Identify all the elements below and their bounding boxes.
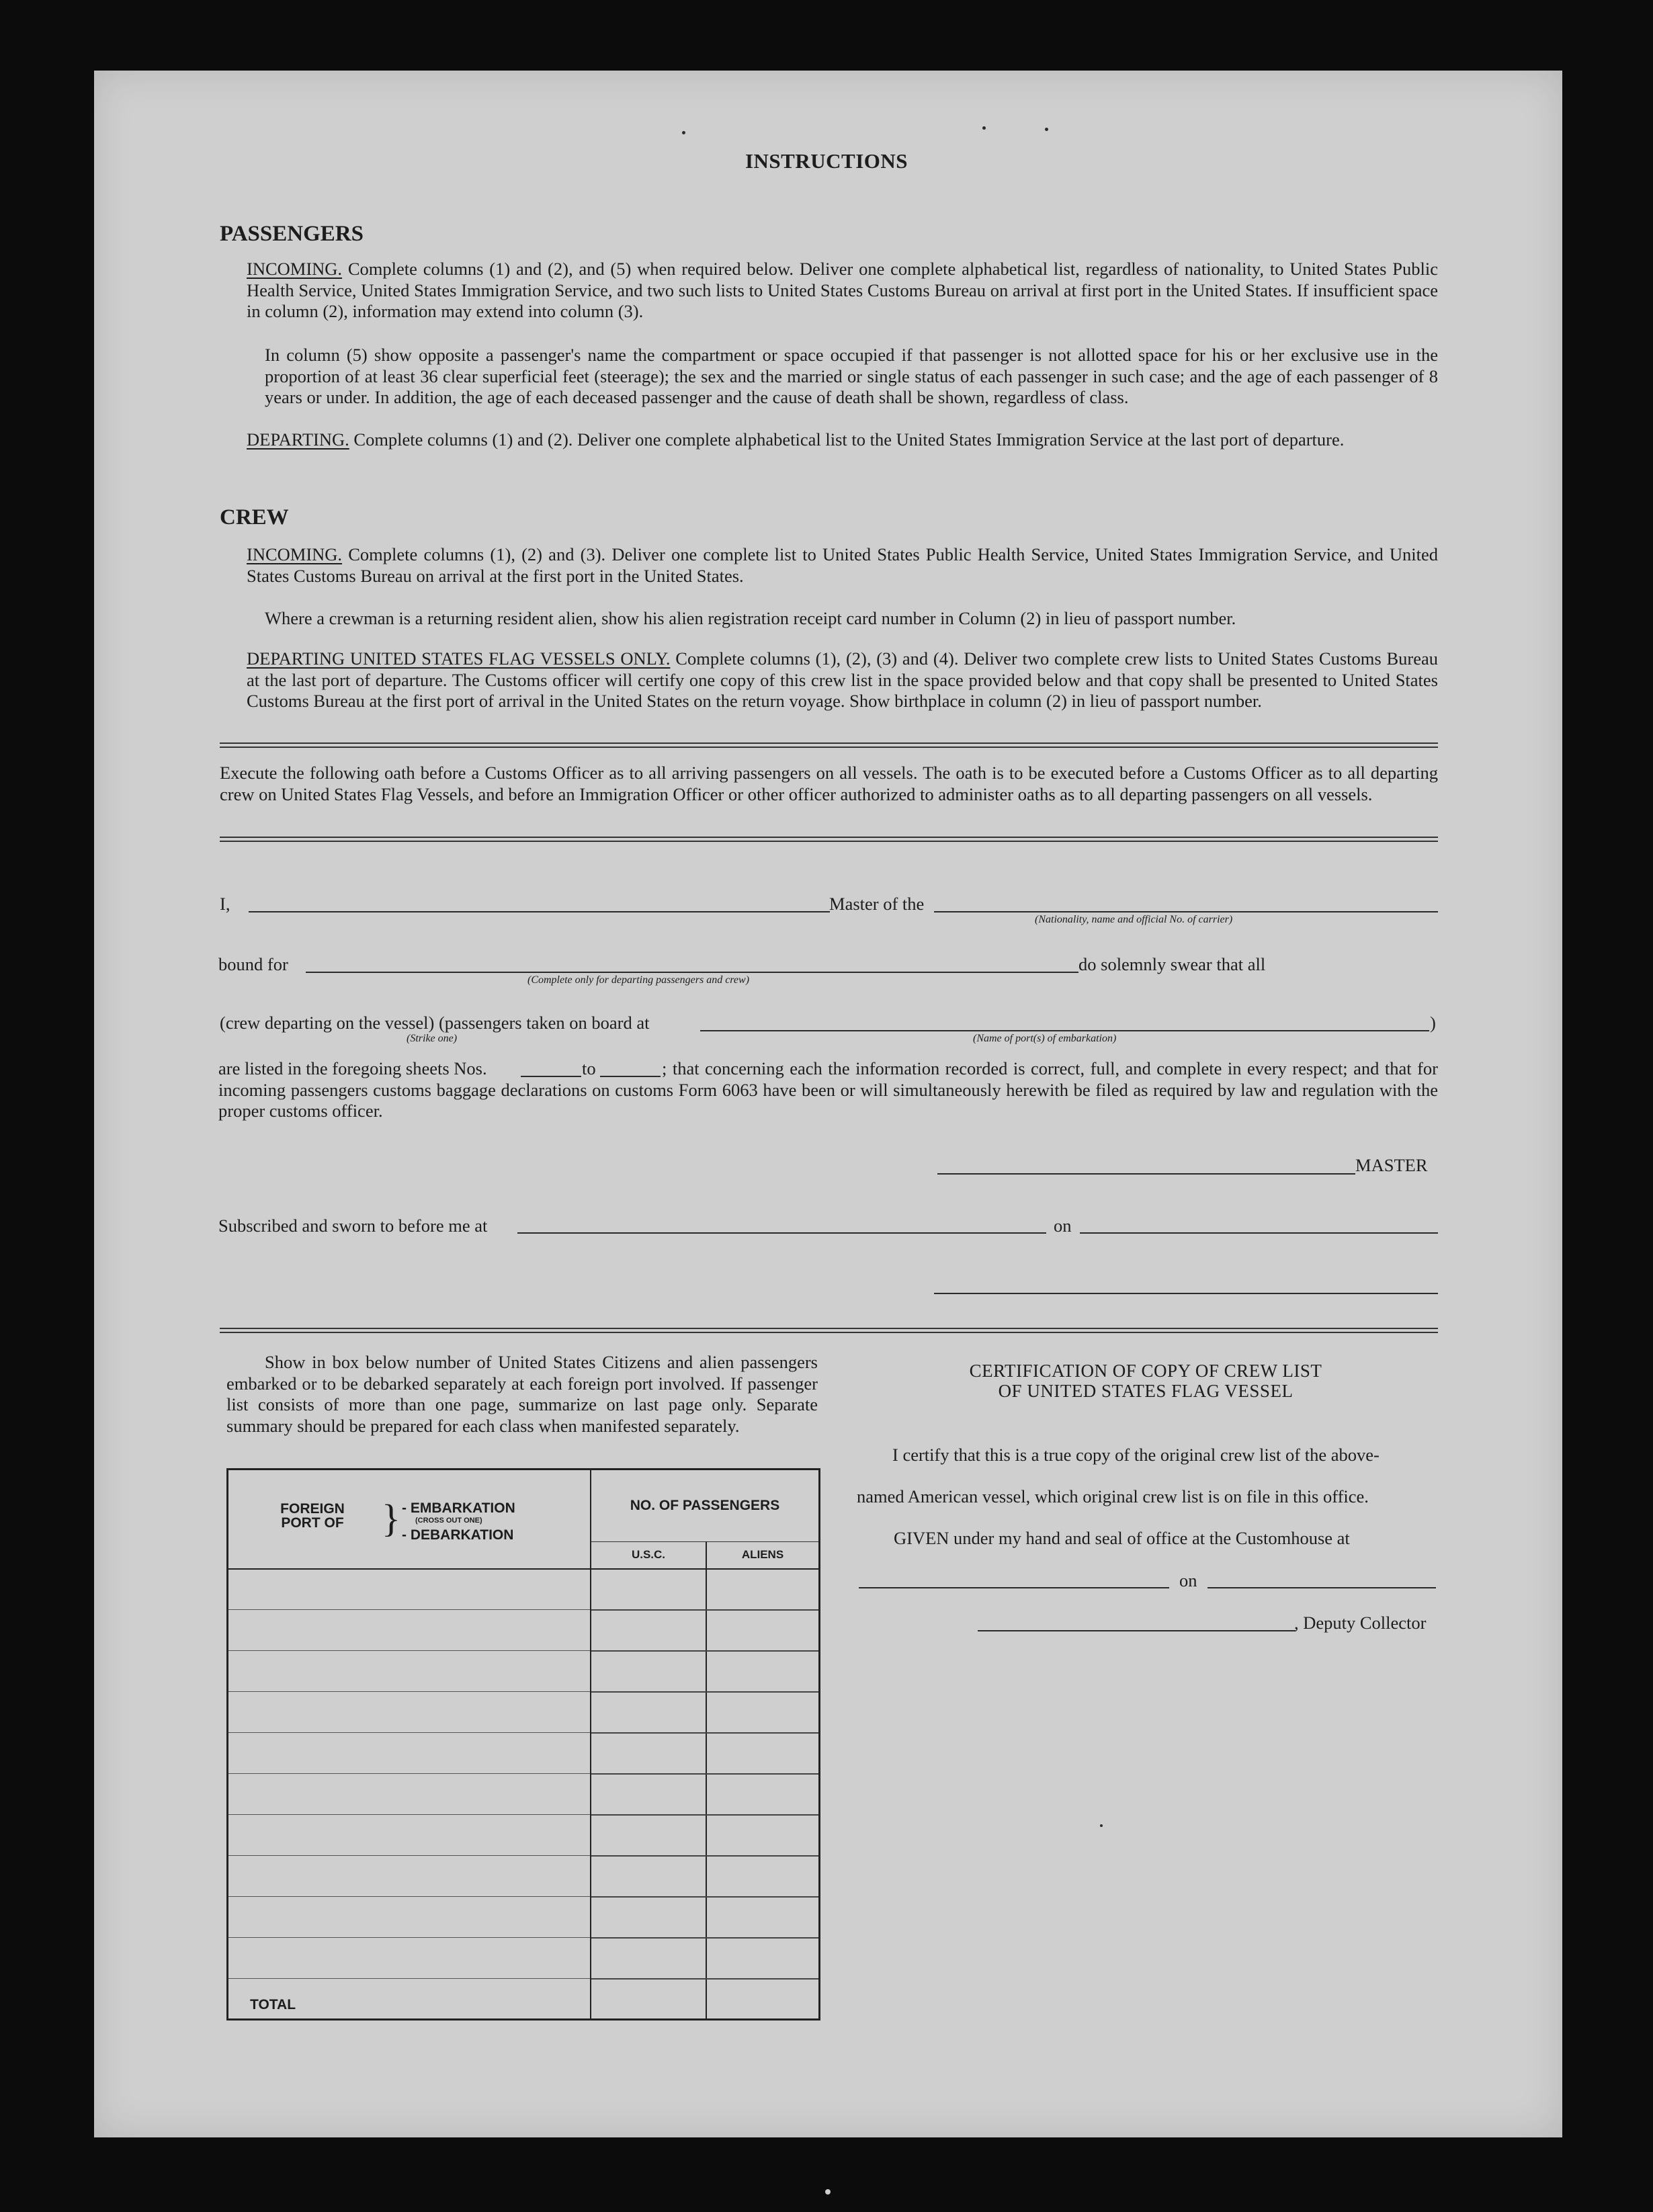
certify-line2: named American vessel, which original crew list is on file in this office. — [857, 1486, 1369, 1506]
aliens-cell[interactable] — [706, 1938, 820, 1979]
usc-cell[interactable] — [591, 1692, 706, 1733]
total-label: TOTAL — [250, 1997, 296, 2012]
port-cell[interactable] — [228, 1733, 591, 1774]
certification-on-label: on — [1179, 1570, 1197, 1590]
certification-title-line1: CERTIFICATION OF COPY OF CREW LIST — [969, 1361, 1322, 1381]
complete-caption: (Complete only for departing passengers and crew) — [527, 974, 750, 986]
master-signature-field[interactable] — [937, 1173, 1355, 1175]
bound-for-label: bound for — [218, 954, 288, 974]
aliens-cell[interactable] — [706, 1692, 820, 1733]
carrier-field[interactable] — [934, 911, 1438, 912]
aliens-header: ALIENS — [706, 1542, 820, 1569]
passengers-incoming-label: INCOMING. — [247, 259, 343, 279]
master-name-field[interactable] — [249, 911, 830, 912]
port-cell[interactable] — [228, 1569, 591, 1610]
crew-departing-paragraph — [247, 648, 1438, 712]
aliens-cell[interactable] — [706, 1774, 820, 1815]
section-divider — [220, 742, 1438, 748]
close-paren: ) — [1430, 1013, 1436, 1033]
passengers-departing-text: Complete columns (1) and (2). Deliver one complete alphabetical list to the United States Immigration Service at the last port of departure. — [353, 429, 1345, 450]
total-row-label — [228, 1979, 591, 2020]
passengers-column5-text: In column (5) show opposite a passenger's name the compartment or space occupied if that passenger is not allotted space for his or her exclusive use in the proportion of at least 36 clear superficial feet (steerage); the sex and the married or single status of each passenger in such case; and the age of each passenger of 8 years or under. In addition, the age of each deceased passenger and the cause of death shall be shown, regardless of class. — [265, 345, 1438, 407]
certify-line1: I certify that this is a true copy of the original crew list of the above- — [892, 1445, 1380, 1465]
master-of-label: Master of the — [829, 894, 925, 914]
foreign-port-header — [228, 1470, 591, 1569]
deputy-collector-signature-field[interactable] — [978, 1630, 1296, 1631]
crew-resident-alien-text: Where a crewman is a returning resident alien, show his alien registration receipt card number in Column (2) in lieu of passport number. — [265, 608, 1236, 628]
given-text: GIVEN under my hand and seal of office at the Customhouse at — [894, 1528, 1350, 1548]
total-aliens-cell[interactable] — [706, 1979, 820, 2020]
section-divider — [220, 837, 1438, 842]
port-cell[interactable] — [228, 1856, 591, 1897]
certification-date-field[interactable] — [1207, 1587, 1436, 1588]
usc-cell[interactable] — [591, 1569, 706, 1610]
oath-i-label: I, — [220, 894, 230, 914]
sheets-to-label: to — [582, 1058, 596, 1078]
usc-cell[interactable] — [591, 1815, 706, 1856]
aliens-cell[interactable] — [706, 1651, 820, 1692]
sheets-post-text: ; that concerning each the information recorded is correct, full, and complete in every respect; and that for incoming passengers customs baggage declarations on customs Form 6063 have been or will simultaneously herewith be filed as required by law and regulation with the proper customs officer. — [218, 1058, 1438, 1121]
crew-incoming-label: INCOMING. — [247, 544, 343, 564]
total-usc-cell[interactable] — [591, 1979, 706, 2020]
usc-cell[interactable] — [591, 1897, 706, 1938]
master-label: MASTER — [1355, 1155, 1428, 1175]
subscribed-label: Subscribed and sworn to before me at — [218, 1216, 488, 1236]
aliens-cell[interactable] — [706, 1610, 820, 1651]
passengers-heading: PASSENGERS — [220, 222, 364, 246]
crew-incoming-paragraph — [247, 544, 1438, 587]
cross-out-label: (CROSS OUT ONE) — [415, 1516, 482, 1525]
usc-cell[interactable] — [591, 1938, 706, 1979]
aliens-cell[interactable] — [706, 1569, 820, 1610]
passengers-incoming-paragraph — [247, 259, 1438, 323]
port-cell[interactable] — [228, 1610, 591, 1651]
brace-icon: } — [382, 1496, 400, 1540]
usc-cell[interactable] — [591, 1774, 706, 1815]
embarkation-port-field[interactable] — [700, 1030, 1429, 1031]
summary-instructions: Show in box below number of United States Citizens and alien passengers embarked or to be debarked separately at each foreign port involved. If passenger list consists of more than one page, summarize on last page only. Separate summary should be prepared for each class when manifested separately. — [226, 1352, 818, 1436]
passengers-departing-paragraph — [247, 429, 1438, 451]
sworn-place-field[interactable] — [517, 1232, 1046, 1234]
sworn-on-label: on — [1054, 1216, 1072, 1236]
port-cell[interactable] — [228, 1815, 591, 1856]
scan-speck — [1100, 1824, 1103, 1827]
aliens-cell[interactable] — [706, 1856, 820, 1897]
page-title: INSTRUCTIONS — [745, 149, 908, 173]
usc-header: U.S.C. — [591, 1542, 706, 1569]
port-cell[interactable] — [228, 1651, 591, 1692]
sworn-date-field[interactable] — [1080, 1232, 1438, 1234]
aliens-cell[interactable] — [706, 1733, 820, 1774]
nationality-caption: (Nationality, name and official No. of carrier) — [1035, 914, 1233, 925]
aliens-cell[interactable] — [706, 1815, 820, 1856]
passengers-incoming-text: Complete columns (1) and (2), and (5) when required below. Deliver one complete alphabetical list, regardless of nationality, to United States Public Health Service, United States Immigration Service, and two such lists to United States Customs Bureau on arrival at first port in the United States. If insufficient space in column (2), information may extend into column (3). — [247, 259, 1438, 321]
scan-speck — [982, 126, 986, 130]
passenger-summary-table — [226, 1468, 820, 2020]
port-cell[interactable] — [228, 1692, 591, 1733]
crew-heading: CREW — [220, 505, 289, 529]
sheets-pre-label: are listed in the foregoing sheets Nos. — [218, 1058, 487, 1078]
strike-caption: (Strike one) — [407, 1033, 458, 1044]
bound-for-field[interactable] — [306, 972, 1078, 973]
oath-intro-text: Execute the following oath before a Customs Officer as to all arriving passengers on all vessels. The oath is to be executed before a Customs Officer as to all departing crew on United States Flag Vessels, and before an Immigration Officer or other officer authorized to administer oaths as to all departing passengers on all vessels. — [220, 763, 1438, 804]
scan-speck — [825, 2189, 831, 2195]
passengers-departing-label: DEPARTING. — [247, 429, 349, 450]
debarkation-label: - DEBARKATION — [402, 1527, 514, 1543]
customhouse-field[interactable] — [859, 1587, 1169, 1588]
certification-title-line2: OF UNITED STATES FLAG VESSEL — [998, 1381, 1294, 1401]
crew-passengers-label: (crew departing on the vessel) (passengers taken on board at — [220, 1013, 650, 1033]
swear-label: do solemnly swear that all — [1078, 954, 1266, 974]
scan-speck — [1045, 128, 1048, 131]
usc-cell[interactable] — [591, 1610, 706, 1651]
crew-departing-label: DEPARTING UNITED STATES FLAG VESSELS ONLY. — [247, 648, 671, 669]
usc-cell[interactable] — [591, 1856, 706, 1897]
port-caption: (Name of port(s) of embarkation) — [973, 1033, 1117, 1044]
port-cell[interactable] — [228, 1938, 591, 1979]
crew-incoming-text: Complete columns (1), (2) and (3). Deliver one complete list to United States Public Health Service, United States Immigration Service, and United States Customs Bureau on arrival at the first port in the United States. — [247, 544, 1438, 586]
officer-signature-field[interactable] — [934, 1293, 1438, 1294]
aliens-cell[interactable] — [706, 1897, 820, 1938]
foreign-port-of-label: FOREIGN PORT OF — [280, 1500, 345, 1531]
scan-speck — [682, 131, 685, 134]
port-cell[interactable] — [228, 1774, 591, 1815]
port-cell[interactable] — [228, 1897, 591, 1938]
crew-departing-text: Complete columns (1), (2), (3) and (4). Deliver two complete crew lists to United States Customs Bureau at the last port of departure. The Customs officer will certify one copy of this crew list in the space provided below and that copy shall be presented to United States Customs Bureau at the first port of arrival in the United States on the return voyage. Show birthplace in column (2) in lieu of passport number. — [247, 648, 1438, 711]
deputy-collector-label: , Deputy Collector — [1294, 1613, 1427, 1633]
usc-cell[interactable] — [591, 1733, 706, 1774]
usc-cell[interactable] — [591, 1651, 706, 1692]
section-divider — [220, 1328, 1438, 1333]
no-of-passengers-header: NO. OF PASSENGERS — [591, 1470, 820, 1542]
embarkation-label: - EMBARKATION — [402, 1500, 515, 1516]
